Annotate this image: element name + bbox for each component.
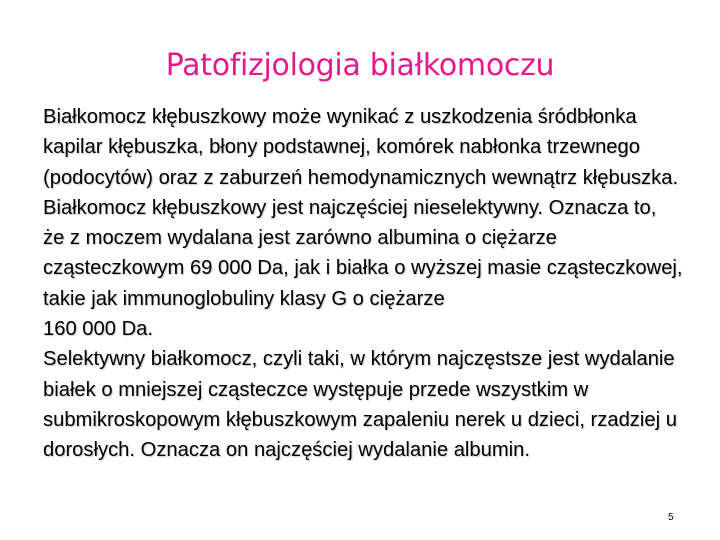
paragraph-nonselective-proteinuria: Białkomocz kłębuszkowy jest najczęściej nieselektywny. Oznacza to, że z moczem wydalana jest zarówno albumina o ciężarze cząsteczkowym 69 000 Da, jak i białka o wyższej masie cząsteczkowej, takie jak immunoglobuliny klasy G o ciężarze [43,196,683,310]
slide-title: Patofizjologia białkomoczu [165,48,555,83]
paragraph-glomerular-damage: Białkomocz kłębuszkowy może wynikać z uszkodzenia śródbłonka kapilar kłębuszka, błony podstawnej, komórek nabłonka trzewnego (podocytów) oraz z zaburzeń hemodynamicznych wewnątrz kłębuszka. [43,106,679,189]
paragraph-selective-proteinuria: Selektywny białkomocz, czyli taki, w którym najczęstsze jest wydalanie białek o mniejszej cząsteczce występuje przede wszystkim w submikroskopowym kłębuszkowym zapaleniu nerek u dzieci, rzadziej u dorosłych. Oznacza on najczęściej wydalanie albumin. [43,348,677,462]
slide-body [43,102,683,466]
paragraph-igg-mass: 160 000 Da. [43,318,153,341]
page-number: 5 [668,512,674,523]
